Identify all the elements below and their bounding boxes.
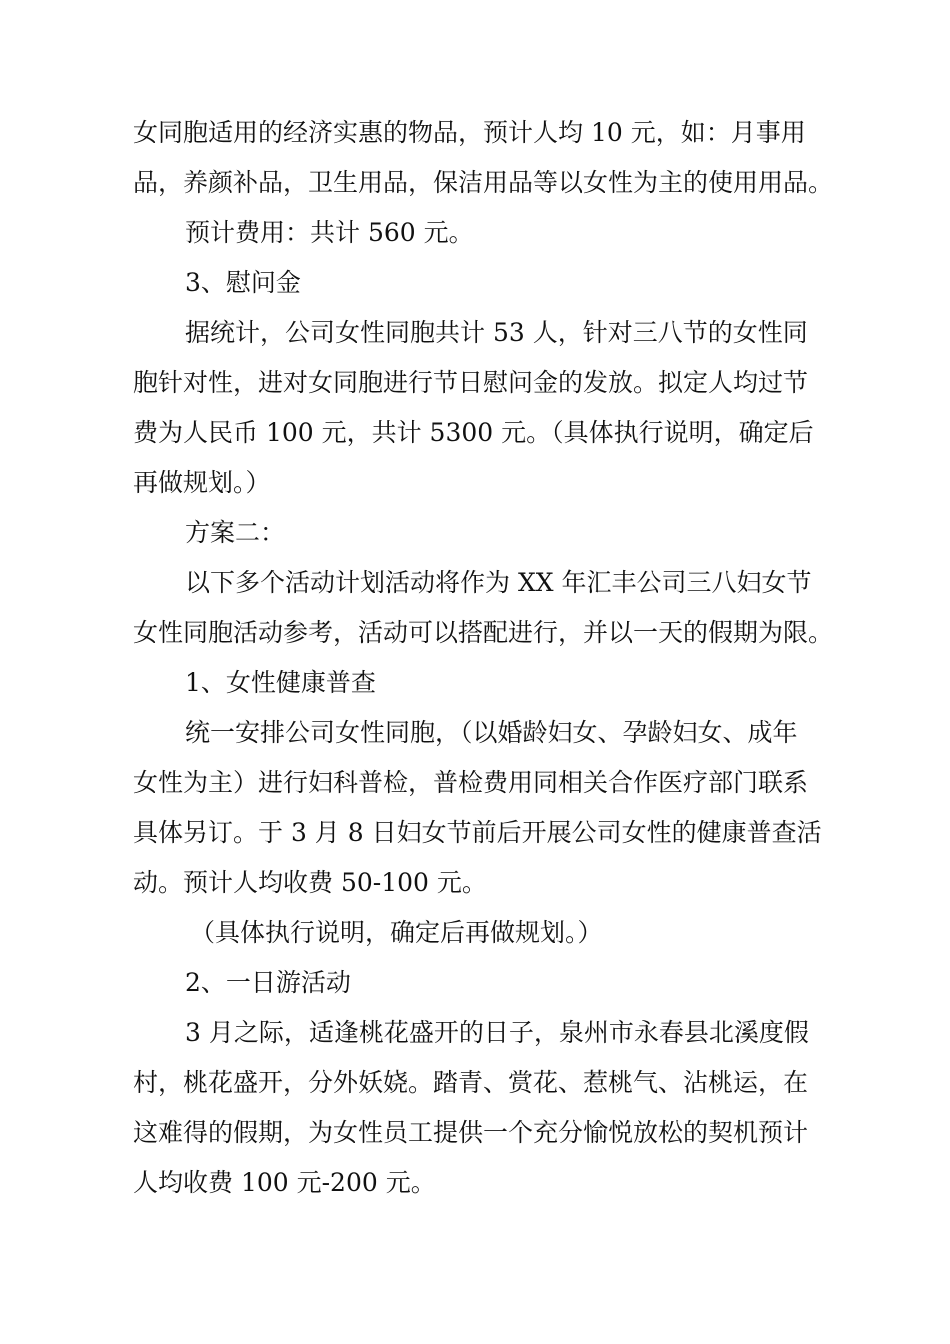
paragraph-line: 胞针对性，进对女同胞进行节日慰问金的发放。拟定人均过节 bbox=[133, 368, 809, 397]
paragraph-line: 人均收费 100 元-200 元。 bbox=[133, 1168, 436, 1197]
paragraph-line: 女性为主）进行妇科普检，普检费用同相关合作医疗部门联系 bbox=[133, 768, 809, 797]
paragraph-line: 预计费用：共计 560 元。 bbox=[185, 218, 474, 247]
paragraph-line: 据统计，公司女性同胞共计 53 人，针对三八节的女性同 bbox=[185, 318, 808, 347]
paragraph-line: 再做规划。） bbox=[133, 468, 271, 497]
paragraph-line: 费为人民币 100 元，共计 5300 元。（具体执行说明，确定后 bbox=[133, 418, 814, 447]
paragraph-line: （具体执行说明，确定后再做规划。） bbox=[190, 918, 603, 947]
paragraph-line: 动。预计人均收费 50-100 元。 bbox=[133, 868, 487, 897]
paragraph-line: 统一安排公司女性同胞，（以婚龄妇女、孕龄妇女、成年 bbox=[185, 718, 798, 747]
paragraph-line: 以下多个活动计划活动将作为 XX 年汇丰公司三八妇女节 bbox=[185, 568, 812, 597]
paragraph-line: 具体另订。于 3 月 8 日妇女节前后开展公司女性的健康普查活 bbox=[133, 818, 822, 847]
paragraph-line: 这难得的假期，为女性员工提供一个充分愉悦放松的契机预计 bbox=[133, 1118, 809, 1147]
section-heading: 3、慰问金 bbox=[185, 268, 301, 297]
paragraph-line: 3 月之际，适逢桃花盛开的日子，泉州市永春县北溪度假 bbox=[185, 1018, 809, 1047]
paragraph-line: 女性同胞活动参考，活动可以搭配进行，并以一天的假期为限。 bbox=[133, 618, 834, 647]
paragraph-line: 村，桃花盛开，分外妖娆。踏青、赏花、惹桃气、沾桃运，在 bbox=[133, 1068, 809, 1097]
section-heading: 1、女性健康普查 bbox=[185, 668, 376, 697]
section-heading: 方案二： bbox=[185, 518, 286, 547]
section-heading: 2、一日游活动 bbox=[185, 968, 351, 997]
paragraph-line: 品，养颜补品，卫生用品，保洁用品等以女性为主的使用用品。 bbox=[133, 168, 834, 197]
paragraph-line: 女同胞适用的经济实惠的物品，预计人均 10 元，如：月事用 bbox=[133, 118, 806, 147]
